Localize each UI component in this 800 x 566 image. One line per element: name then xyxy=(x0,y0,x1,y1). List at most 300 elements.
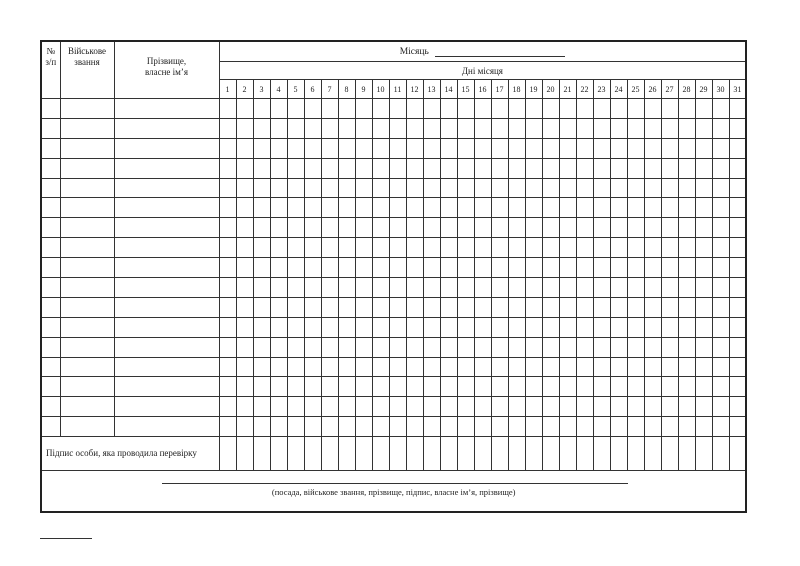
rank-cell[interactable] xyxy=(60,337,114,357)
day-cell[interactable] xyxy=(695,278,712,298)
day-cell[interactable] xyxy=(661,297,678,317)
day-cell[interactable] xyxy=(508,178,525,198)
day-cell[interactable] xyxy=(712,297,729,317)
day-cell[interactable] xyxy=(440,397,457,417)
day-cell[interactable] xyxy=(491,218,508,238)
day-cell[interactable] xyxy=(423,278,440,298)
day-cell[interactable] xyxy=(576,397,593,417)
day-cell[interactable] xyxy=(236,278,253,298)
day-cell[interactable] xyxy=(457,198,474,218)
day-cell[interactable] xyxy=(593,118,610,138)
day-cell[interactable] xyxy=(644,99,661,119)
name-cell[interactable] xyxy=(114,258,219,278)
day-cell[interactable] xyxy=(542,377,559,397)
day-cell[interactable] xyxy=(304,99,321,119)
day-cell[interactable] xyxy=(406,317,423,337)
name-cell[interactable] xyxy=(114,118,219,138)
day-cell[interactable] xyxy=(219,397,236,417)
day-cell[interactable] xyxy=(270,99,287,119)
day-cell[interactable] xyxy=(287,337,304,357)
day-cell[interactable] xyxy=(423,218,440,238)
day-cell[interactable] xyxy=(338,337,355,357)
day-cell[interactable] xyxy=(474,99,491,119)
day-cell[interactable] xyxy=(525,118,542,138)
day-cell[interactable] xyxy=(627,417,644,437)
day-cell[interactable] xyxy=(304,377,321,397)
day-cell[interactable] xyxy=(610,417,627,437)
number-cell[interactable] xyxy=(41,278,60,298)
day-cell[interactable] xyxy=(406,138,423,158)
day-cell[interactable] xyxy=(236,198,253,218)
number-cell[interactable] xyxy=(41,138,60,158)
day-cell[interactable] xyxy=(610,357,627,377)
signature-day-cell[interactable] xyxy=(644,437,661,471)
day-cell[interactable] xyxy=(219,278,236,298)
day-cell[interactable] xyxy=(219,99,236,119)
rank-cell[interactable] xyxy=(60,99,114,119)
day-cell[interactable] xyxy=(372,317,389,337)
day-cell[interactable] xyxy=(491,198,508,218)
day-cell[interactable] xyxy=(729,178,746,198)
day-cell[interactable] xyxy=(304,317,321,337)
day-cell[interactable] xyxy=(576,118,593,138)
day-cell[interactable] xyxy=(695,178,712,198)
day-cell[interactable] xyxy=(406,218,423,238)
day-cell[interactable] xyxy=(423,238,440,258)
signature-day-cell[interactable] xyxy=(627,437,644,471)
number-cell[interactable] xyxy=(41,317,60,337)
day-cell[interactable] xyxy=(372,218,389,238)
day-cell[interactable] xyxy=(406,397,423,417)
day-cell[interactable] xyxy=(695,397,712,417)
day-cell[interactable] xyxy=(304,238,321,258)
day-cell[interactable] xyxy=(406,158,423,178)
day-cell[interactable] xyxy=(610,397,627,417)
day-cell[interactable] xyxy=(406,417,423,437)
day-cell[interactable] xyxy=(287,118,304,138)
day-cell[interactable] xyxy=(559,278,576,298)
day-cell[interactable] xyxy=(304,258,321,278)
day-cell[interactable] xyxy=(389,218,406,238)
day-cell[interactable] xyxy=(559,138,576,158)
day-cell[interactable] xyxy=(627,397,644,417)
day-cell[interactable] xyxy=(542,99,559,119)
day-cell[interactable] xyxy=(559,317,576,337)
day-cell[interactable] xyxy=(219,178,236,198)
day-cell[interactable] xyxy=(338,198,355,218)
number-cell[interactable] xyxy=(41,417,60,437)
day-cell[interactable] xyxy=(712,238,729,258)
day-cell[interactable] xyxy=(270,278,287,298)
day-cell[interactable] xyxy=(508,218,525,238)
day-cell[interactable] xyxy=(389,377,406,397)
rank-cell[interactable] xyxy=(60,258,114,278)
day-cell[interactable] xyxy=(236,158,253,178)
signature-day-cell[interactable] xyxy=(253,437,270,471)
day-cell[interactable] xyxy=(610,218,627,238)
day-cell[interactable] xyxy=(678,198,695,218)
day-cell[interactable] xyxy=(372,138,389,158)
day-cell[interactable] xyxy=(644,218,661,238)
day-cell[interactable] xyxy=(491,417,508,437)
day-cell[interactable] xyxy=(542,198,559,218)
day-cell[interactable] xyxy=(542,397,559,417)
day-cell[interactable] xyxy=(253,218,270,238)
day-cell[interactable] xyxy=(610,118,627,138)
day-cell[interactable] xyxy=(423,178,440,198)
signature-day-cell[interactable] xyxy=(406,437,423,471)
day-cell[interactable] xyxy=(355,178,372,198)
day-cell[interactable] xyxy=(474,218,491,238)
day-cell[interactable] xyxy=(406,297,423,317)
day-cell[interactable] xyxy=(321,258,338,278)
day-cell[interactable] xyxy=(389,238,406,258)
day-cell[interactable] xyxy=(304,297,321,317)
day-cell[interactable] xyxy=(372,238,389,258)
day-cell[interactable] xyxy=(610,337,627,357)
day-cell[interactable] xyxy=(491,158,508,178)
day-cell[interactable] xyxy=(304,118,321,138)
day-cell[interactable] xyxy=(321,138,338,158)
day-cell[interactable] xyxy=(372,297,389,317)
day-cell[interactable] xyxy=(372,258,389,278)
day-cell[interactable] xyxy=(593,297,610,317)
day-cell[interactable] xyxy=(644,278,661,298)
number-cell[interactable] xyxy=(41,377,60,397)
rank-cell[interactable] xyxy=(60,238,114,258)
day-cell[interactable] xyxy=(627,317,644,337)
day-cell[interactable] xyxy=(440,99,457,119)
day-cell[interactable] xyxy=(253,258,270,278)
day-cell[interactable] xyxy=(525,258,542,278)
name-cell[interactable] xyxy=(114,397,219,417)
day-cell[interactable] xyxy=(559,238,576,258)
day-cell[interactable] xyxy=(389,397,406,417)
day-cell[interactable] xyxy=(338,138,355,158)
day-cell[interactable] xyxy=(474,178,491,198)
day-cell[interactable] xyxy=(457,337,474,357)
day-cell[interactable] xyxy=(661,357,678,377)
day-cell[interactable] xyxy=(304,138,321,158)
day-cell[interactable] xyxy=(321,417,338,437)
day-cell[interactable] xyxy=(304,198,321,218)
day-cell[interactable] xyxy=(491,337,508,357)
day-cell[interactable] xyxy=(695,238,712,258)
day-cell[interactable] xyxy=(593,198,610,218)
number-cell[interactable] xyxy=(41,357,60,377)
day-cell[interactable] xyxy=(270,357,287,377)
day-cell[interactable] xyxy=(491,138,508,158)
day-cell[interactable] xyxy=(491,118,508,138)
day-cell[interactable] xyxy=(678,397,695,417)
day-cell[interactable] xyxy=(661,158,678,178)
number-cell[interactable] xyxy=(41,258,60,278)
number-cell[interactable] xyxy=(41,238,60,258)
day-cell[interactable] xyxy=(593,238,610,258)
number-cell[interactable] xyxy=(41,337,60,357)
day-cell[interactable] xyxy=(287,158,304,178)
day-cell[interactable] xyxy=(338,397,355,417)
day-cell[interactable] xyxy=(525,218,542,238)
day-cell[interactable] xyxy=(695,118,712,138)
day-cell[interactable] xyxy=(610,238,627,258)
day-cell[interactable] xyxy=(610,377,627,397)
day-cell[interactable] xyxy=(474,397,491,417)
day-cell[interactable] xyxy=(627,357,644,377)
day-cell[interactable] xyxy=(712,377,729,397)
name-cell[interactable] xyxy=(114,278,219,298)
number-cell[interactable] xyxy=(41,99,60,119)
day-cell[interactable] xyxy=(423,198,440,218)
day-cell[interactable] xyxy=(474,377,491,397)
day-cell[interactable] xyxy=(253,198,270,218)
day-cell[interactable] xyxy=(678,118,695,138)
day-cell[interactable] xyxy=(304,158,321,178)
day-cell[interactable] xyxy=(440,118,457,138)
signature-day-cell[interactable] xyxy=(593,437,610,471)
day-cell[interactable] xyxy=(593,357,610,377)
day-cell[interactable] xyxy=(389,337,406,357)
name-cell[interactable] xyxy=(114,138,219,158)
day-cell[interactable] xyxy=(474,278,491,298)
day-cell[interactable] xyxy=(627,297,644,317)
day-cell[interactable] xyxy=(338,317,355,337)
day-cell[interactable] xyxy=(491,258,508,278)
number-cell[interactable] xyxy=(41,218,60,238)
rank-cell[interactable] xyxy=(60,158,114,178)
day-cell[interactable] xyxy=(270,178,287,198)
day-cell[interactable] xyxy=(389,138,406,158)
day-cell[interactable] xyxy=(304,397,321,417)
day-cell[interactable] xyxy=(457,397,474,417)
day-cell[interactable] xyxy=(610,278,627,298)
day-cell[interactable] xyxy=(321,158,338,178)
day-cell[interactable] xyxy=(321,377,338,397)
day-cell[interactable] xyxy=(321,357,338,377)
day-cell[interactable] xyxy=(219,238,236,258)
day-cell[interactable] xyxy=(253,278,270,298)
day-cell[interactable] xyxy=(321,218,338,238)
day-cell[interactable] xyxy=(321,99,338,119)
day-cell[interactable] xyxy=(491,238,508,258)
month-fill-line[interactable] xyxy=(435,46,565,57)
day-cell[interactable] xyxy=(287,178,304,198)
day-cell[interactable] xyxy=(508,357,525,377)
day-cell[interactable] xyxy=(542,317,559,337)
day-cell[interactable] xyxy=(338,99,355,119)
day-cell[interactable] xyxy=(559,178,576,198)
day-cell[interactable] xyxy=(491,178,508,198)
day-cell[interactable] xyxy=(457,218,474,238)
day-cell[interactable] xyxy=(661,377,678,397)
day-cell[interactable] xyxy=(525,278,542,298)
day-cell[interactable] xyxy=(338,178,355,198)
day-cell[interactable] xyxy=(440,218,457,238)
day-cell[interactable] xyxy=(576,178,593,198)
day-cell[interactable] xyxy=(253,297,270,317)
day-cell[interactable] xyxy=(287,317,304,337)
day-cell[interactable] xyxy=(593,317,610,337)
day-cell[interactable] xyxy=(406,99,423,119)
day-cell[interactable] xyxy=(287,238,304,258)
day-cell[interactable] xyxy=(525,297,542,317)
day-cell[interactable] xyxy=(304,218,321,238)
day-cell[interactable] xyxy=(644,118,661,138)
day-cell[interactable] xyxy=(355,317,372,337)
name-cell[interactable] xyxy=(114,297,219,317)
day-cell[interactable] xyxy=(729,238,746,258)
day-cell[interactable] xyxy=(729,417,746,437)
day-cell[interactable] xyxy=(542,278,559,298)
day-cell[interactable] xyxy=(287,278,304,298)
day-cell[interactable] xyxy=(491,99,508,119)
day-cell[interactable] xyxy=(474,417,491,437)
day-cell[interactable] xyxy=(729,377,746,397)
day-cell[interactable] xyxy=(678,377,695,397)
day-cell[interactable] xyxy=(270,218,287,238)
day-cell[interactable] xyxy=(457,258,474,278)
day-cell[interactable] xyxy=(712,198,729,218)
day-cell[interactable] xyxy=(576,198,593,218)
day-cell[interactable] xyxy=(508,377,525,397)
name-cell[interactable] xyxy=(114,178,219,198)
day-cell[interactable] xyxy=(559,397,576,417)
name-cell[interactable] xyxy=(114,158,219,178)
rank-cell[interactable] xyxy=(60,198,114,218)
day-cell[interactable] xyxy=(440,278,457,298)
day-cell[interactable] xyxy=(338,357,355,377)
name-cell[interactable] xyxy=(114,337,219,357)
day-cell[interactable] xyxy=(593,138,610,158)
day-cell[interactable] xyxy=(389,258,406,278)
rank-cell[interactable] xyxy=(60,297,114,317)
day-cell[interactable] xyxy=(695,317,712,337)
day-cell[interactable] xyxy=(542,417,559,437)
day-cell[interactable] xyxy=(440,377,457,397)
day-cell[interactable] xyxy=(270,198,287,218)
day-cell[interactable] xyxy=(253,417,270,437)
day-cell[interactable] xyxy=(678,258,695,278)
day-cell[interactable] xyxy=(695,377,712,397)
day-cell[interactable] xyxy=(559,99,576,119)
day-cell[interactable] xyxy=(542,118,559,138)
day-cell[interactable] xyxy=(440,238,457,258)
day-cell[interactable] xyxy=(372,337,389,357)
day-cell[interactable] xyxy=(423,317,440,337)
rank-cell[interactable] xyxy=(60,278,114,298)
day-cell[interactable] xyxy=(389,297,406,317)
day-cell[interactable] xyxy=(270,337,287,357)
day-cell[interactable] xyxy=(695,138,712,158)
day-cell[interactable] xyxy=(219,357,236,377)
day-cell[interactable] xyxy=(525,178,542,198)
day-cell[interactable] xyxy=(338,238,355,258)
day-cell[interactable] xyxy=(678,178,695,198)
day-cell[interactable] xyxy=(389,158,406,178)
day-cell[interactable] xyxy=(678,357,695,377)
day-cell[interactable] xyxy=(576,218,593,238)
day-cell[interactable] xyxy=(525,377,542,397)
day-cell[interactable] xyxy=(627,99,644,119)
day-cell[interactable] xyxy=(644,417,661,437)
day-cell[interactable] xyxy=(253,317,270,337)
day-cell[interactable] xyxy=(219,138,236,158)
signature-day-cell[interactable] xyxy=(389,437,406,471)
day-cell[interactable] xyxy=(253,377,270,397)
day-cell[interactable] xyxy=(525,357,542,377)
day-cell[interactable] xyxy=(661,317,678,337)
day-cell[interactable] xyxy=(372,118,389,138)
day-cell[interactable] xyxy=(236,238,253,258)
day-cell[interactable] xyxy=(610,198,627,218)
day-cell[interactable] xyxy=(355,377,372,397)
day-cell[interactable] xyxy=(338,158,355,178)
day-cell[interactable] xyxy=(304,337,321,357)
day-cell[interactable] xyxy=(712,258,729,278)
signature-day-cell[interactable] xyxy=(678,437,695,471)
day-cell[interactable] xyxy=(542,297,559,317)
day-cell[interactable] xyxy=(542,337,559,357)
day-cell[interactable] xyxy=(440,337,457,357)
day-cell[interactable] xyxy=(695,337,712,357)
day-cell[interactable] xyxy=(474,258,491,278)
number-cell[interactable] xyxy=(41,118,60,138)
day-cell[interactable] xyxy=(406,337,423,357)
day-cell[interactable] xyxy=(644,158,661,178)
name-cell[interactable] xyxy=(114,377,219,397)
day-cell[interactable] xyxy=(440,178,457,198)
day-cell[interactable] xyxy=(729,198,746,218)
day-cell[interactable] xyxy=(304,417,321,437)
day-cell[interactable] xyxy=(593,377,610,397)
day-cell[interactable] xyxy=(236,258,253,278)
day-cell[interactable] xyxy=(627,138,644,158)
day-cell[interactable] xyxy=(389,417,406,437)
day-cell[interactable] xyxy=(389,178,406,198)
day-cell[interactable] xyxy=(542,238,559,258)
day-cell[interactable] xyxy=(440,297,457,317)
day-cell[interactable] xyxy=(389,278,406,298)
day-cell[interactable] xyxy=(474,158,491,178)
day-cell[interactable] xyxy=(457,238,474,258)
day-cell[interactable] xyxy=(644,297,661,317)
day-cell[interactable] xyxy=(423,337,440,357)
day-cell[interactable] xyxy=(678,218,695,238)
day-cell[interactable] xyxy=(236,317,253,337)
name-cell[interactable] xyxy=(114,218,219,238)
day-cell[interactable] xyxy=(253,158,270,178)
signature-day-cell[interactable] xyxy=(304,437,321,471)
day-cell[interactable] xyxy=(270,238,287,258)
day-cell[interactable] xyxy=(576,417,593,437)
day-cell[interactable] xyxy=(576,278,593,298)
day-cell[interactable] xyxy=(491,297,508,317)
day-cell[interactable] xyxy=(253,118,270,138)
day-cell[interactable] xyxy=(593,258,610,278)
day-cell[interactable] xyxy=(610,317,627,337)
day-cell[interactable] xyxy=(338,258,355,278)
day-cell[interactable] xyxy=(525,337,542,357)
day-cell[interactable] xyxy=(423,417,440,437)
signature-day-cell[interactable] xyxy=(355,437,372,471)
day-cell[interactable] xyxy=(457,297,474,317)
signature-day-cell[interactable] xyxy=(491,437,508,471)
day-cell[interactable] xyxy=(457,417,474,437)
day-cell[interactable] xyxy=(321,278,338,298)
day-cell[interactable] xyxy=(406,198,423,218)
day-cell[interactable] xyxy=(219,258,236,278)
day-cell[interactable] xyxy=(627,118,644,138)
